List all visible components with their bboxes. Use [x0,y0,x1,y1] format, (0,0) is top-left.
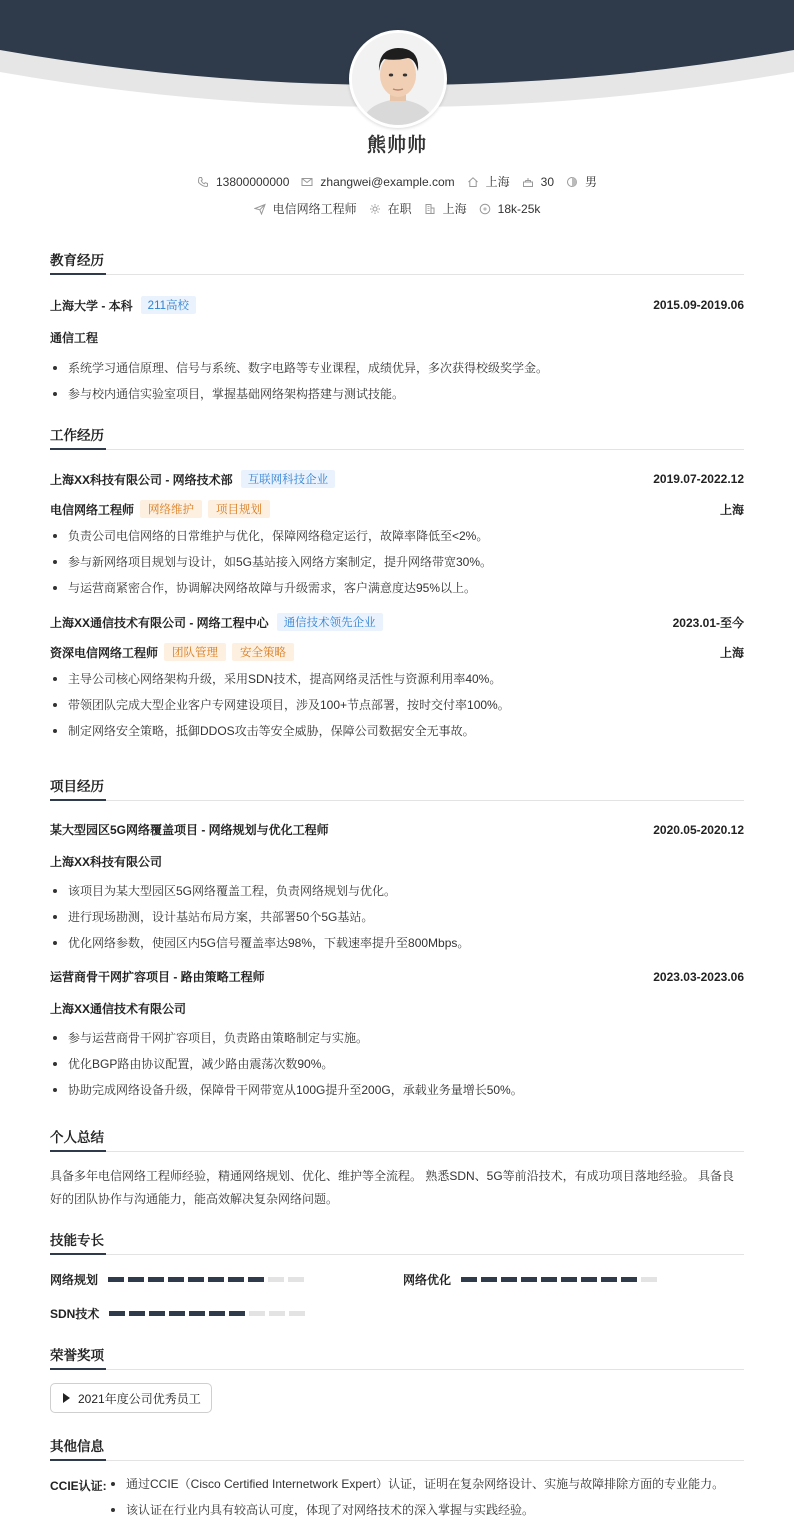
skill-segment [189,1311,205,1316]
position: 电信网络工程师 [50,502,135,517]
skill-segment [541,1277,557,1282]
list-item: 制定网络安全策略，抵御DDOS攻击等安全威胁，保障公司数据安全无事故。 [50,718,744,744]
job-bullets [50,523,744,601]
phone-item [197,175,289,189]
other-section [50,1435,744,1461]
skill-segment [521,1277,537,1282]
list-item: 主导公司核心网络架构升级，采用SDN技术，提高网络灵活性与资源利用率40%。 [50,666,744,692]
skill-segment [109,1311,125,1316]
skill-segment [148,1277,164,1282]
project-bullets [50,878,744,956]
job-date: 2019.07-2022.12 [653,472,744,486]
skill-level-bar [461,1277,661,1282]
skill-segment [208,1277,224,1282]
company-tag: 通信技术领先企业 [277,613,383,631]
candidate-name: 熊帅帅 [366,135,427,156]
gender-text: 男 [585,175,598,189]
skill-segment [128,1277,144,1282]
list-item: 参与校内通信实验室项目，掌握基础网络架构搭建与测试技能。 [50,381,744,407]
skill-segment [149,1311,165,1316]
skill-segment [268,1277,284,1282]
education-header [50,296,744,314]
phone-text: 13800000000 [215,174,290,189]
list-item: 该认证在行业内具有较高认可度，体现了对网络技术的深入掌握与实践经验。 [108,1497,724,1523]
other-title: 其他信息 [50,1435,744,1461]
skill-segment [461,1277,477,1282]
skill-name: 网络规划 [50,1273,99,1287]
skill-tag: 网络维护 [140,500,202,518]
project-company: 上海XX通信技术有限公司 [50,1002,187,1016]
home-icon [467,176,479,188]
salary-text: 18k-25k [497,201,541,216]
project-date: 2023.03-2023.06 [653,969,744,984]
summary-section [50,1126,744,1211]
skill-segment [269,1311,285,1316]
contact-row [0,173,794,190]
send-icon [254,203,266,215]
job-header [50,470,744,488]
skill-name: SDN技术 [50,1307,100,1321]
honors-title: 荣誉奖项 [50,1344,744,1370]
gender-icon [566,176,578,188]
gender-item [566,173,597,190]
skill-level-bar [108,1277,308,1282]
position: 资深电信网络工程师 [50,645,159,660]
project-date: 2020.05-2020.12 [653,822,744,837]
education-major-row [50,329,744,346]
list-item: 与运营商紧密合作，协调解决网络故障与升级需求，客户满意度达95%以上。 [50,575,744,601]
other-bullets [108,1471,724,1523]
skill-item [403,1271,661,1288]
work-title: 工作经历 [50,424,744,450]
skill-segment [621,1277,637,1282]
project-company-row [50,1000,744,1017]
skill-tag: 团队管理 [164,643,226,661]
education-section [50,249,744,407]
avatar [349,30,447,128]
skill-name: 网络优化 [403,1273,452,1287]
email-item [301,175,454,189]
education-title: 教育经历 [50,249,744,275]
award-text: 2021年度公司优秀员工 [78,1391,201,1406]
skill-segment [229,1311,245,1316]
award-item[interactable] [50,1383,212,1413]
job-date: 2023.01-至今 [672,615,744,630]
skill-segment [501,1277,517,1282]
building-icon [424,203,436,215]
company-name: 上海XX通信技术有限公司 - 网络工程中心 [50,615,269,630]
other-label: CCIE认证: [50,1479,107,1493]
target-city-text: 上海 [442,202,467,216]
company-tag: 互联网科技企业 [241,470,336,488]
projects-section [50,775,744,1103]
email-text: zhangwei@example.com [320,174,455,189]
project-header [50,821,744,838]
skill-segment [108,1277,124,1282]
skill-segment [188,1277,204,1282]
list-item: 协助完成网络设备升级，保障骨干网带宽从100G提升至200G，承载业务量增长50%。 [50,1077,744,1103]
project-name: 某大型园区5G网络覆盖项目 - 网络规划与优化工程师 [50,823,329,837]
mail-icon [301,176,313,188]
skill-segment [228,1277,244,1282]
skill-level-bar [109,1311,309,1316]
job-position-row [50,643,744,661]
list-item: 系统学习通信原理、信号与系统、数字电路等专业课程，成绩优异，多次获得校级奖学金。 [50,355,744,381]
summary-title: 个人总结 [50,1126,744,1152]
job-location: 上海 [719,645,744,660]
skills-section [50,1229,744,1255]
age-icon [522,176,534,188]
education-date: 2015.09-2019.06 [653,298,744,312]
money-icon [479,203,491,215]
skills-title: 技能专长 [50,1229,744,1255]
job-text: 电信网络工程师 [272,202,357,216]
project-header [50,968,744,985]
work-section [50,424,744,744]
summary-text [50,1165,744,1211]
age-text: 30 [540,174,555,189]
list-item: 负责公司电信网络的日常维护与优化，保障网络稳定运行，故障率降低至<2%。 [50,523,744,549]
job-header [50,613,744,631]
skill-tag: 安全策略 [232,643,294,661]
skill-segment [289,1311,305,1316]
skill-segment [581,1277,597,1282]
skill-segment [601,1277,617,1282]
list-item: 带领团队完成大型企业客户专网建设项目，涉及100+节点部署，按时交付率100%。 [50,692,744,718]
skill-segment [169,1311,185,1316]
skill-segment [168,1277,184,1282]
skill-item [50,1305,309,1322]
job-position-row [50,500,744,518]
status-item [369,200,412,217]
list-item: 参与运营商骨干网扩容项目，负责路由策略制定与实施。 [50,1025,744,1051]
list-item: 该项目为某大型园区5G网络覆盖工程，负责网络规划与优化。 [50,878,744,904]
skill-segment [481,1277,497,1282]
list-item: 参与新网络项目规划与设计，如5G基站接入网络方案制定，提升网络带宽30%。 [50,549,744,575]
list-item: 优化BGP路由协议配置，减少路由震荡次数90%。 [50,1051,744,1077]
status-text: 在职 [387,202,412,216]
project-name: 运营商骨干网扩容项目 - 路由策略工程师 [50,970,265,984]
list-item: 进行现场勘测，设计基站布局方案，共部署50个5G基站。 [50,904,744,930]
skill-segment [129,1311,145,1316]
job-bullets [50,666,744,744]
skill-segment [561,1277,577,1282]
summary-line: 好的团队协作与沟通能力，能高效解决复杂网络问题。 [50,1192,339,1206]
skill-segment [249,1311,265,1316]
phone-icon [197,176,209,188]
age-item [522,175,554,189]
job-intent-row [0,200,794,217]
skill-segment [641,1277,657,1282]
skill-segment [248,1277,264,1282]
company-name: 上海XX科技有限公司 - 网络技术部 [50,472,233,487]
skill-segment [209,1311,225,1316]
education-bullets [50,355,744,407]
gear-icon [369,203,381,215]
city-text: 上海 [485,175,510,189]
skill-tag: 项目规划 [208,500,270,518]
summary-line: 具备多年电信网络工程师经验，精通网络规划、优化、维护等全流程。 熟悉SDN、5G等前沿技术，有成功项目落地经验。 具备良 [50,1169,735,1183]
skill-item [50,1271,308,1288]
project-bullets [50,1025,744,1103]
school-tag: 211高校 [141,296,196,314]
city-item [467,173,510,190]
school-name: 上海大学 - 本科 [50,298,133,313]
list-item: 通过CCIE（Cisco Certified Internetwork Expert）认证，证明在复杂网络设计、实施与故障排除方面的专业能力。 [108,1471,724,1497]
major: 通信工程 [50,331,99,345]
project-company: 上海XX科技有限公司 [50,855,163,869]
list-item: 优化网络参数，使园区内5G信号覆盖率达98%，下载速率提升至800Mbps。 [50,930,744,956]
salary-item [479,202,541,216]
triangle-right-icon [63,1393,70,1403]
job-item [254,200,357,217]
skill-segment [288,1277,304,1282]
job-location: 上海 [719,502,744,517]
target-city-item [424,200,467,217]
projects-title: 项目经历 [50,775,744,801]
honors-section [50,1344,744,1370]
project-company-row [50,853,744,870]
